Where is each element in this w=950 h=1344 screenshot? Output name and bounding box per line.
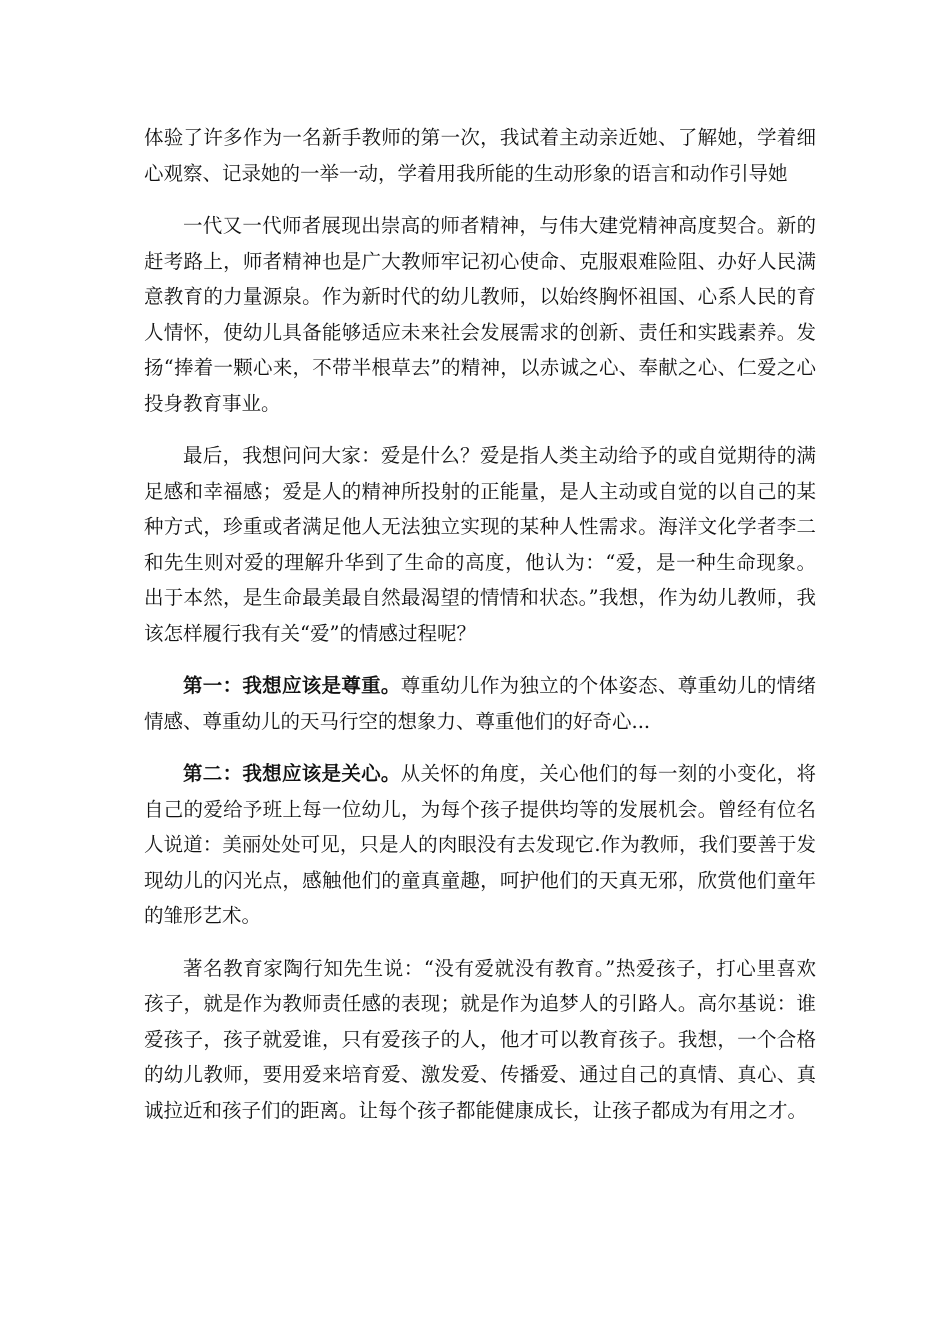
paragraph-5 <box>144 756 816 934</box>
paragraph-1-text: 体验了许多作为一名新手教师的第一次，我试着主动亲近她、了解她，学着细心观察、记录她的一举一动，学着用我所能的生动形象的语言和动作引导她 <box>144 126 816 185</box>
paragraph-4 <box>144 668 816 739</box>
paragraph-3 <box>144 438 816 651</box>
paragraph-5-lead: 第二：我想应该是关心。 <box>183 762 401 785</box>
paragraph-4-lead: 第一：我想应该是尊重。 <box>183 674 401 697</box>
paragraph-3-text: 最后，我想问问大家：爱是什么？爱是指人类主动给予的或自觉期待的满足感和幸福感；爱是人的精神所投射的正能量，是人主动或自觉的以自己的某种方式，珍重或者满足他人无法独立实现的某种人性需求。海洋文化学者李二和先生则对爱的理解升华到了生命的高度，他认为：“爱，是一种生命现象。出于本然，是生命最美最自然最渴望的情情和状态。”我想，作为幼儿教师，我该怎样履行我有关“爱”的情感过程呢？ <box>144 444 816 645</box>
paragraph-5-text: 从关怀的角度，关心他们的每一刻的小变化，将自己的爱给予班上每一位幼儿，为每个孩子提供均等的发展机会。曾经有位名人说道：美丽处处可见，只是人的肉眼没有去发现它.作为教师，我们要善于发现幼儿的闪光点，感触他们的童真童趣，呵护他们的天真无邪，欣赏他们童年的雏形艺术。 <box>144 762 816 927</box>
paragraph-6 <box>144 951 816 1129</box>
paragraph-2 <box>144 208 816 421</box>
document-body <box>144 120 816 1145</box>
paragraph-4-text: 尊重幼儿作为独立的个体姿态、尊重幼儿的情绪情感、尊重幼儿的天马行空的想象力、尊重他们的好奇心... <box>144 674 816 733</box>
paragraph-2-text: 一代又一代师者展现出崇高的师者精神，与伟大建党精神高度契合。新的赶考路上，师者精神也是广大教师牢记初心使命、克服艰难险阻、办好人民满意教育的力量源泉。作为新时代的幼儿教师，以始终胸怀祖国、心系人民的育人情怀，使幼儿具备能够适应未来社会发展需求的创新、责任和实践素养。发扬“捧着一颗心来，不带半根草去”的精神，以赤诚之心、奉献之心、仁爱之心投身教育事业。 <box>144 214 816 415</box>
paragraph-6-text: 著名教育家陶行知先生说：“没有爱就没有教育。”热爱孩子，打心里喜欢孩子，就是作为教师责任感的表现；就是作为追梦人的引路人。高尔基说：谁爱孩子，孩子就爱谁，只有爱孩子的人，他才可以教育孩子。我想，一个合格的幼儿教师，要用爱来培育爱、激发爱、传播爱、通过自己的真情、真心、真诚拉近和孩子们的距离。让每个孩子都能健康成长，让孩子都成为有用之才。 <box>144 956 816 1122</box>
paragraph-1 <box>144 120 816 191</box>
